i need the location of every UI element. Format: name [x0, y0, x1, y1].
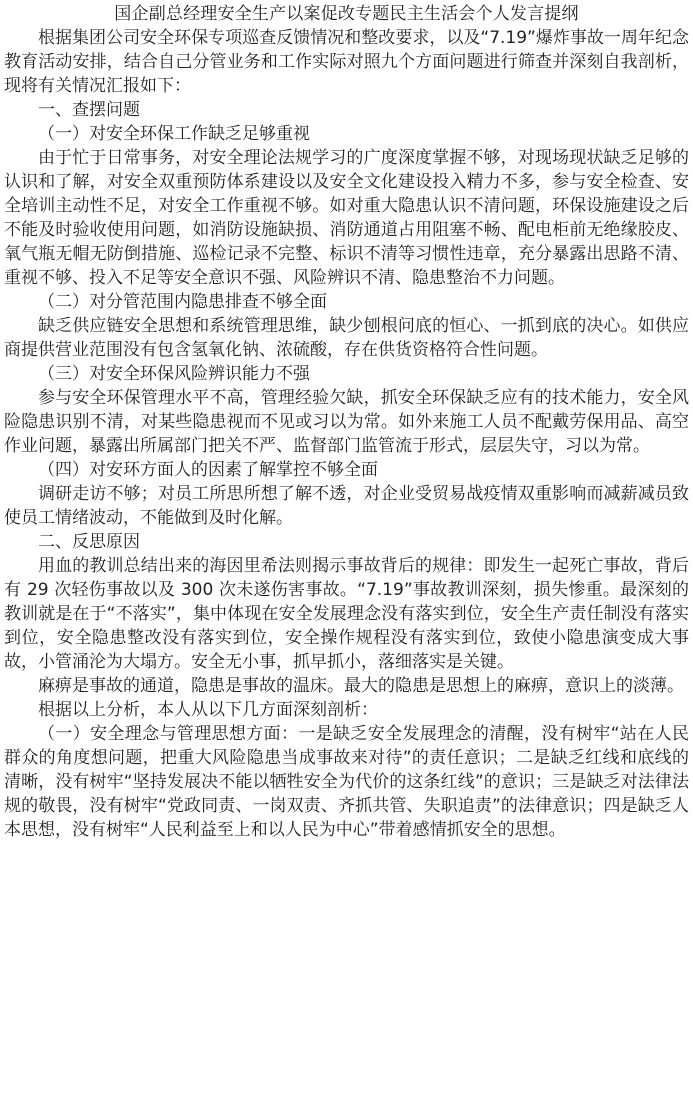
paragraph-4: 调研走访不够；对员工所思所想了解不透，对企业受贸易战疫情双重影响而减薪减员致使员工情绪波动，不能做到及时化解。 — [4, 484, 689, 528]
subheading-4: （四）对安环方面人的因素了解掌控不够全面 — [38, 460, 378, 480]
paragraph-5: 用血的教训总结出来的海因里希法则揭示事故背后的规律：即发生一起死亡事故，背后有 29 次轻伤事故以及 300 次未遂伤害事故。“7.19”事故教训深刻，损失惨重。最深刻的教训就是在于“不落实”，集中体现在安全发展理念没有落实到位，安全生产责任制没有落实到位，安全隐患整改没有落实到位，安全操作规程没有落实到位，致使小隐患演变成大事故，小管涌沦为大塌方。安全无小事，抓早抓小，落细落实是关键。 — [4, 556, 689, 672]
document-title: 国企副总经理安全生产以案促改专题民主生活会个人发言提纲 — [114, 4, 579, 24]
section-heading-problems: 一、查摆问题 — [38, 100, 140, 120]
subheading-1: （一）对安全环保工作缺乏足够重视 — [38, 124, 310, 144]
intro-paragraph: 根据集团公司安全环保专项巡查反馈情况和整改要求，以及“7.19”爆炸事故一周年纪念教育活动安排，结合自己分管业务和工作实际对照九个方面问题进行筛查并深刻自我剖析，现将有关情况汇报如下： — [4, 28, 689, 96]
subheading-2: （二）对分管范围内隐患排查不够全面 — [38, 292, 327, 312]
section-heading-reasons: 二、反思原因 — [38, 532, 140, 552]
paragraph-1: 由于忙于日常事务，对安全理论法规学习的广度深度掌握不够，对现场现状缺乏足够的认识和了解，对安全双重预防体系建设以及安全文化建设投入精力不多，参与安全检查、安全培训主动性不足，对安全工作重视不够。如对重大隐患认识不清问题，环保设施建设之后不能及时验收使用问题，如消防设施缺损、消防通道占用阻塞不畅、配电柜前无绝缘胶皮、氧气瓶无帽无防倒措施、巡检记录不完整、标识不清等习惯性违章，充分暴露出思路不清、重视不够、投入不足等安全意识不强、风险辨识不清、隐患整治不力问题。 — [4, 148, 689, 288]
paragraph-8: （一）安全理念与管理思想方面：一是缺乏安全发展理念的清醒，没有树牢“站在人民群众的角度想问题，把重大风险隐患当成事故来对待”的责任意识；二是缺乏红线和底线的清晰，没有树牢“坚持发展决不能以牺牲安全为代价的这条红线”的意识；三是缺乏对法律法规的敬畏，没有树牢“党政同责、一岗双责、齐抓共管、失职追责”的法律意识；四是缺乏人本思想，没有树牢“人民利益至上和以人民为中心”带着感情抓安全的思想。 — [4, 724, 689, 840]
paragraph-3: 参与安全环保管理水平不高，管理经验欠缺，抓安全环保缺乏应有的技术能力，安全风险隐患识别不清，对某些隐患视而不见或习以为常。如外来施工人员不配戴劳保用品、高空作业问题，暴露出所属部门把关不严、监督部门监管流于形式，层层失守，习以为常。 — [4, 388, 689, 456]
paragraph-6: 麻痹是事故的通道，隐患是事故的温床。最大的隐患是思想上的麻痹，意识上的淡薄。 — [38, 676, 684, 696]
paragraph-2: 缺乏供应链安全思想和系统管理思维，缺少刨根问底的恒心、一抓到底的决心。如供应商提供营业范围没有包含氢氧化钠、浓硫酸，存在供货资格符合性问题。 — [4, 316, 689, 360]
subheading-3: （三）对安全环保风险辨识能力不强 — [38, 364, 310, 384]
paragraph-7: 根据以上分析，本人从以下几方面深刻剖析： — [38, 700, 378, 720]
